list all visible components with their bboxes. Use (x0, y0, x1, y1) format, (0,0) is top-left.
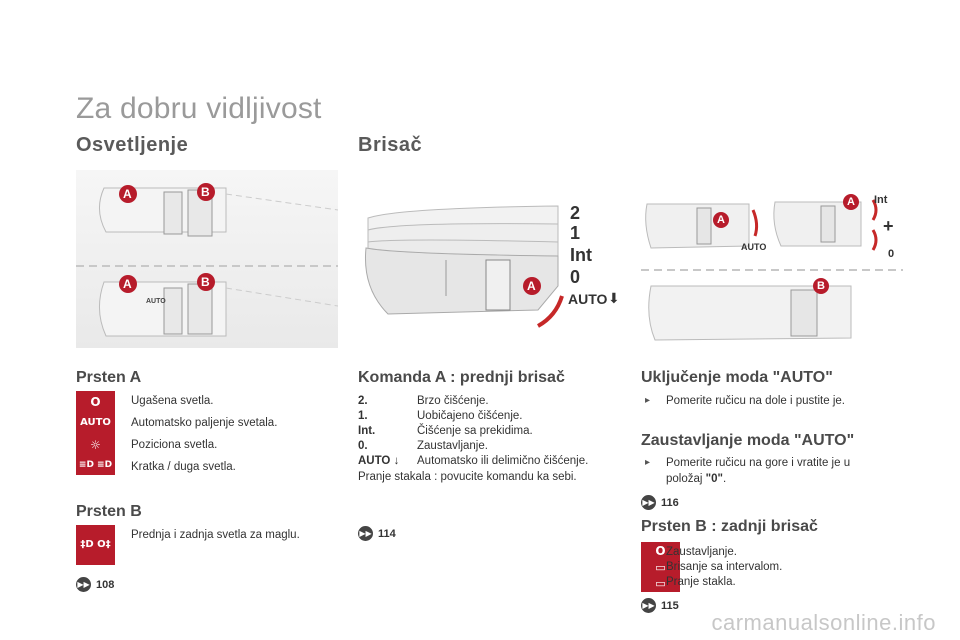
page-ref-115[interactable] (641, 598, 679, 613)
page-ref-number: 116 (661, 496, 679, 509)
wiper-stalk-illustration (358, 178, 624, 348)
page-ref-number: 114 (378, 527, 396, 540)
off-symbol: O (90, 395, 101, 410)
auto-mark-right: AUTO (741, 242, 767, 252)
command-a-term: 0. (358, 440, 368, 452)
ring-b-rear-item: Zaustavljanje. (666, 546, 737, 558)
label-a-bottom: A (123, 277, 132, 291)
command-a-term: AUTO ↓ (358, 455, 400, 467)
wiper-pos-1: 1 (570, 223, 581, 243)
label-a-auto: A (717, 214, 725, 226)
ring-a-item: Kratka / duga svetla. (131, 461, 236, 473)
label-a-auto-right: A (847, 196, 855, 208)
auto-disable-suffix: . (722, 473, 727, 485)
auto-enable-text: Pomerite ručicu na dole i pustite je. (666, 395, 845, 407)
low-high-beam-icon: ≡D ≡D (78, 459, 113, 470)
command-a-desc: Uobičajeno čišćenje. (417, 410, 523, 422)
label-b-top: B (201, 185, 210, 199)
auto-disable-position: "0" (705, 473, 723, 485)
arrow-down-icon: ⬇ (608, 290, 620, 306)
auto-disable-prefix: položaj (666, 473, 706, 485)
page-arrow-icon: ▶▶ (358, 526, 373, 541)
wiper-pos-int: Int (570, 245, 592, 265)
command-a-desc: Brzo čišćenje. (417, 395, 489, 407)
ring-a-symbols (76, 391, 115, 475)
rear-washer-icon: ▭ (655, 577, 666, 591)
watermark: carmanualsonline.info (711, 610, 936, 635)
zero-mark: 0 (888, 248, 895, 260)
page-ref-number: 115 (661, 599, 679, 612)
page-arrow-icon: ▶▶ (76, 577, 91, 592)
section-title-brisac: Brisač (358, 134, 423, 156)
auto-disable-line1: Pomerite ručicu na gore i vratite je u (666, 457, 851, 469)
auto-mark-lighting: AUTO (146, 298, 166, 305)
ring-b-symbols (76, 525, 115, 565)
auto-mode-illustration (641, 190, 903, 350)
int-mark: Int (874, 194, 888, 206)
command-a-desc: Zaustavljanje. (417, 440, 488, 452)
position-light-icon: ☼ (90, 437, 101, 452)
ring-b-rear-title: Prsten B : zadnji brisač (641, 518, 818, 535)
auto-enable-title: Uključenje moda "AUTO" (641, 369, 833, 386)
bullet-icon: ▸ (645, 457, 651, 468)
plus-mark: + (883, 216, 894, 236)
ring-b-rear-item: Pranje stakla. (666, 576, 736, 588)
auto-symbol: AUTO (80, 417, 111, 429)
section-title-osvetljenje: Osvetljenje (76, 134, 189, 156)
label-a-top: A (123, 187, 132, 201)
label-a-wiper: A (527, 279, 536, 293)
bullet-icon: ▸ (645, 395, 651, 406)
wiper-pos-2: 2 (570, 203, 581, 223)
command-a-term: 2. (358, 395, 368, 407)
ring-a-item: Automatsko paljenje svetala. (131, 417, 278, 429)
ring-b-item: Prednja i zadnja svetla za maglu. (131, 529, 300, 541)
lighting-stalk-illustration (76, 170, 338, 348)
page-ref-114[interactable] (358, 526, 396, 541)
label-b-bottom: B (201, 275, 210, 289)
command-a-desc: Čišćenje sa prekidima. (417, 425, 533, 437)
page-arrow-icon: ▶▶ (641, 598, 656, 613)
command-a-term: 1. (358, 410, 368, 422)
rear-wiper-interval-icon: ▭ (655, 560, 666, 574)
auto-disable-line2 (666, 473, 726, 485)
auto-disable-title: Zaustavljanje moda "AUTO" (641, 432, 855, 449)
wiper-auto-mark: AUTO (568, 291, 608, 307)
command-a-desc: Automatsko ili delimično čišćenje. (417, 455, 589, 467)
page-ref-108[interactable] (76, 577, 114, 592)
auto-mode-drawing (641, 190, 903, 350)
ring-b-rear-item: Brisanje sa intervalom. (666, 561, 783, 573)
ring-a-item: Poziciona svetla. (131, 439, 218, 451)
command-a-term: Int. (358, 425, 376, 437)
rear-off-symbol: O (655, 543, 666, 558)
ring-a-item: Ugašena svetla. (131, 395, 214, 407)
wiper-pos-0: 0 (570, 267, 581, 287)
command-a-title: Komanda A : prednji brisač (358, 369, 565, 386)
page-ref-116[interactable] (641, 495, 679, 510)
fog-light-icon: ‡D O‡ (80, 539, 111, 550)
page-title: Za dobru vidljivost (76, 92, 322, 125)
ring-b-title: Prsten B (76, 503, 142, 520)
label-b-auto: B (817, 280, 825, 292)
command-a-note: Pranje stakala : povucite komandu ka sebi. (358, 471, 577, 483)
page-ref-number: 108 (96, 578, 115, 591)
ring-a-title: Prsten A (76, 369, 142, 386)
page-arrow-icon: ▶▶ (641, 495, 656, 510)
